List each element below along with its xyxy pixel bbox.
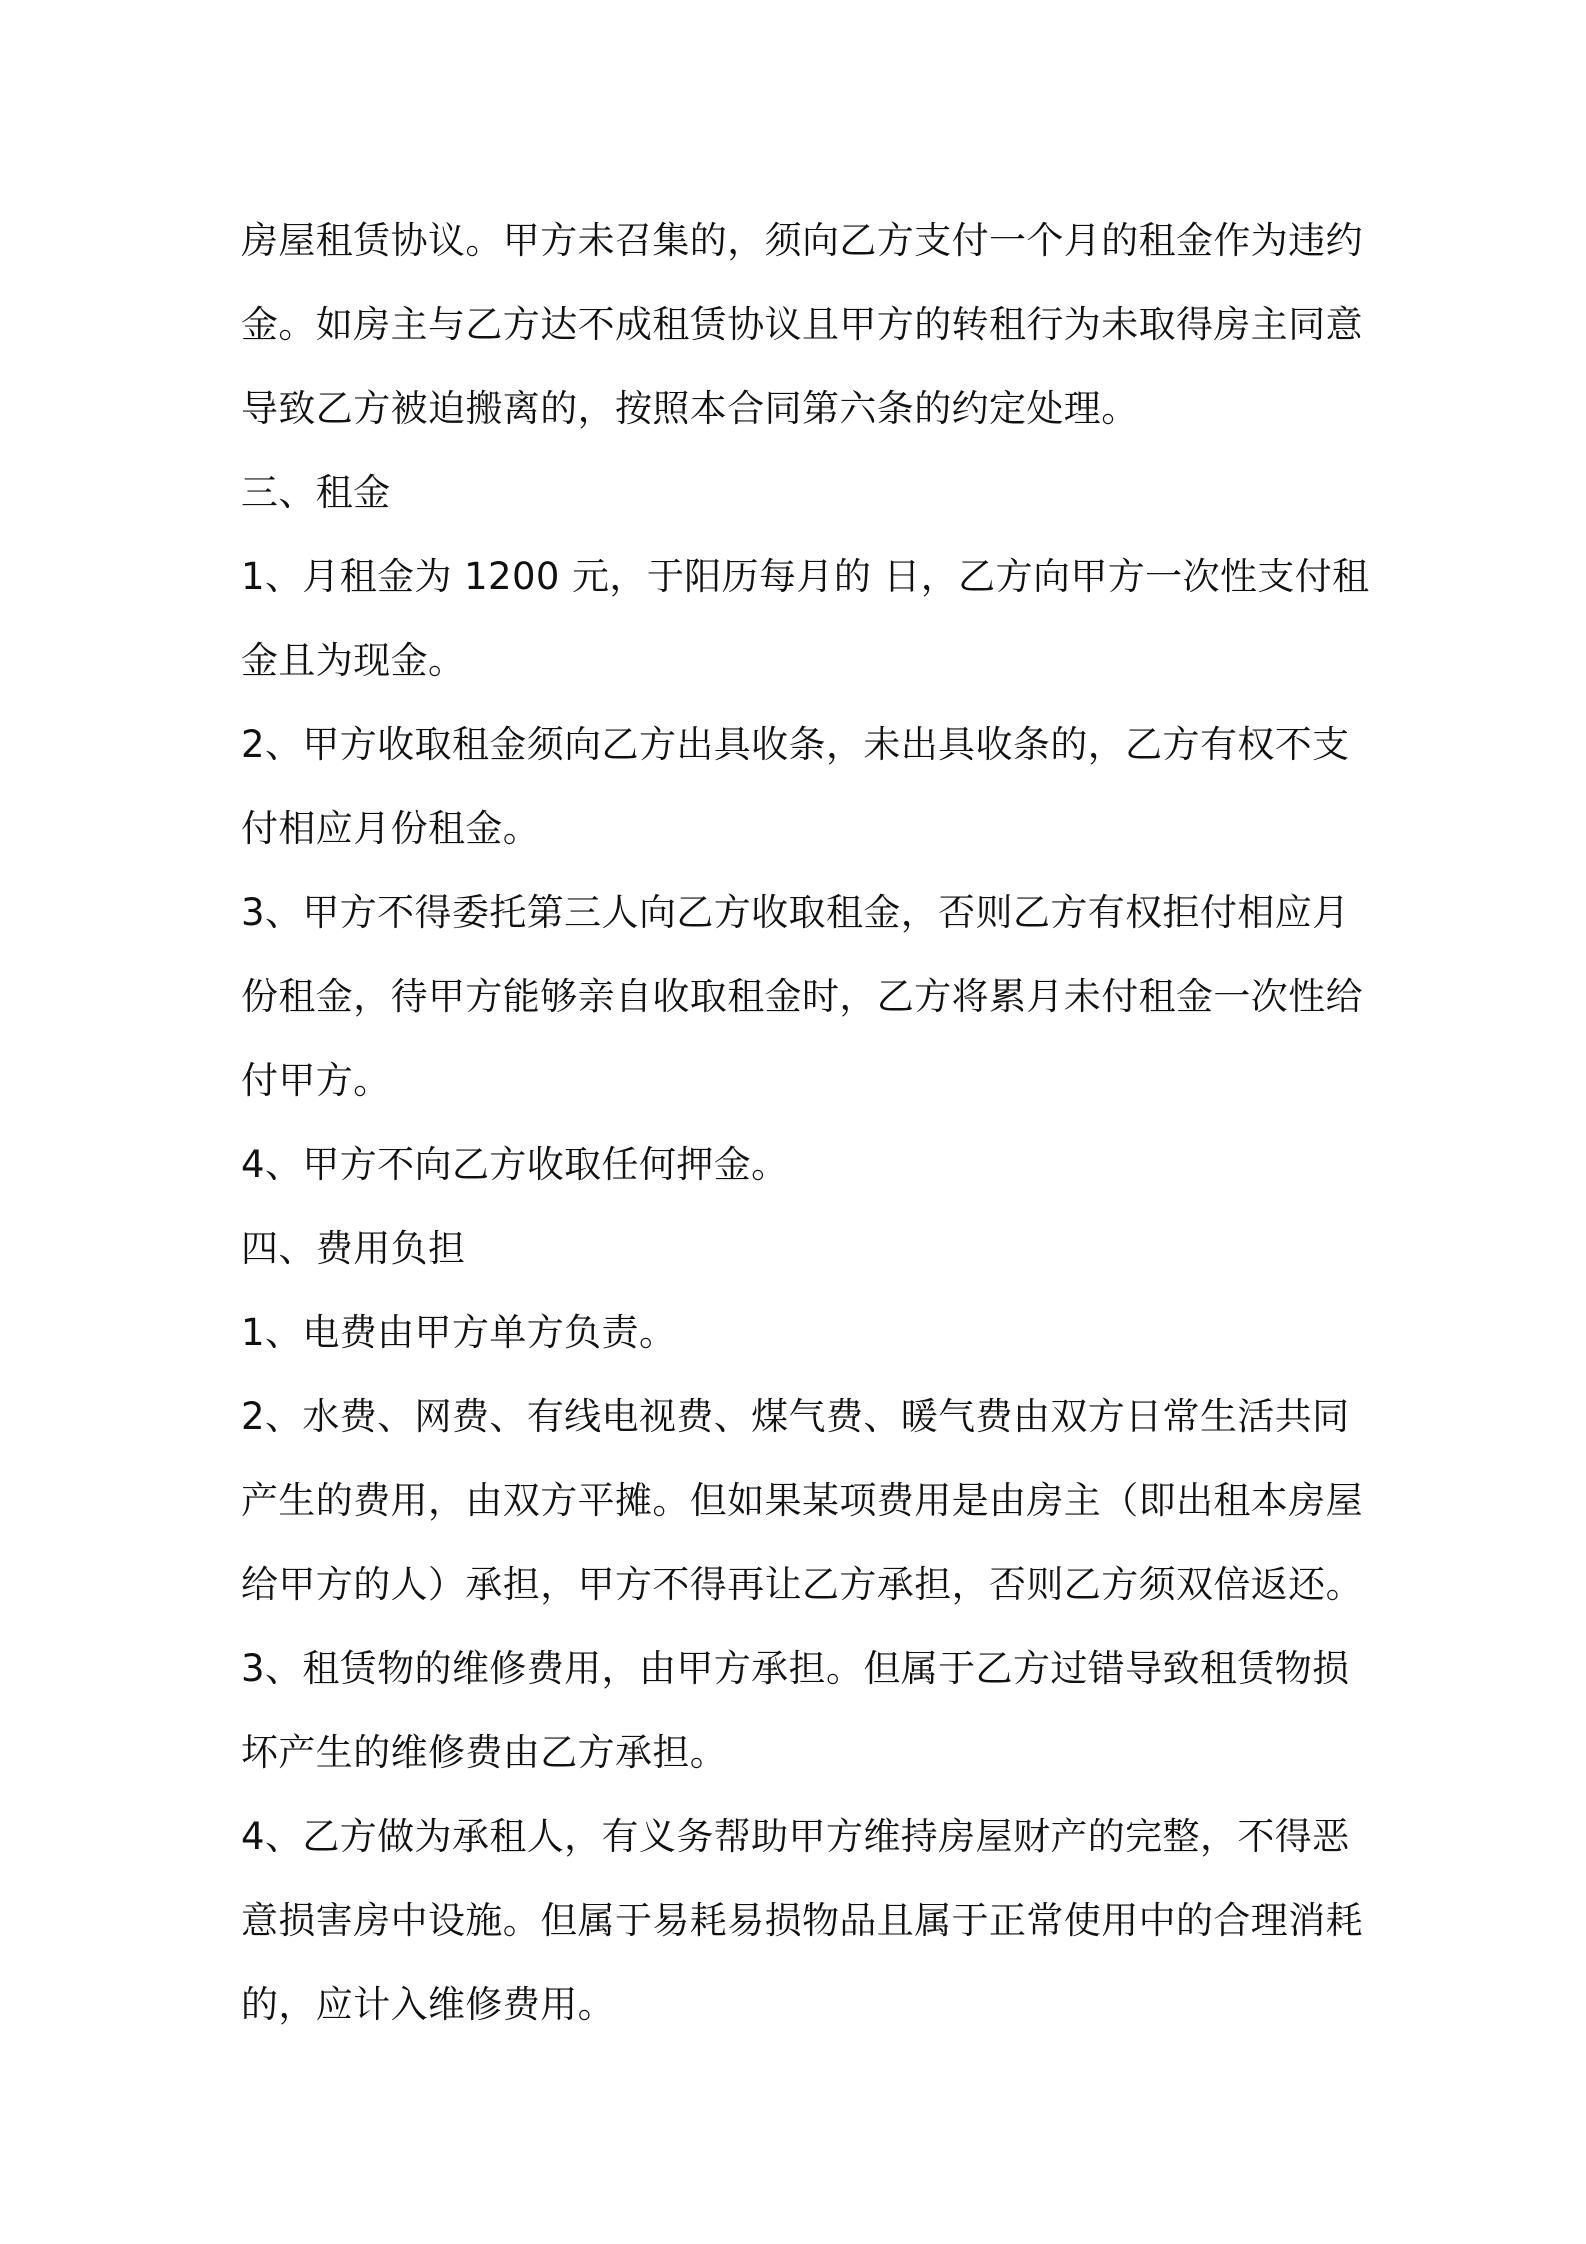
text-line: 4、乙方做为承租人，有义务帮助甲方维持房屋财产的完整，不得恶 bbox=[241, 1815, 1350, 1858]
text-line: 导致乙方被迫搬离的，按照本合同第六条的约定处理。 bbox=[241, 387, 1139, 430]
text-line: 坏产生的维修费由乙方承担。 bbox=[241, 1731, 728, 1774]
text-line: 给甲方的人）承担，甲方不得再让乙方承担，否则乙方须双倍返还。 bbox=[241, 1563, 1363, 1606]
text-line: 的，应计入维修费用。 bbox=[241, 1983, 615, 2026]
text-line: 3、租赁物的维修费用，由甲方承担。但属于乙方过错导致租赁物损 bbox=[241, 1647, 1350, 1690]
text-line: 房屋租赁协议。甲方未召集的，须向乙方支付一个月的租金作为违约 bbox=[241, 219, 1363, 262]
text-line: 3、甲方不得委托第三人向乙方收取租金，否则乙方有权拒付相应月 bbox=[241, 891, 1350, 934]
section-heading: 四、费用负担 bbox=[241, 1227, 466, 1270]
text-line: 4、甲方不向乙方收取任何押金。 bbox=[241, 1143, 789, 1186]
text-line: 意损害房中设施。但属于易耗易损物品且属于正常使用中的合理消耗 bbox=[241, 1899, 1363, 1942]
text-line: 付甲方。 bbox=[241, 1059, 391, 1102]
text-line: 2、甲方收取租金须向乙方出具收条，未出具收条的，乙方有权不支 bbox=[241, 723, 1350, 766]
text-line: 金。如房主与乙方达不成租赁协议且甲方的转租行为未取得房主同意 bbox=[241, 303, 1363, 346]
text-line: 付相应月份租金。 bbox=[241, 807, 541, 850]
text-line: 金且为现金。 bbox=[241, 639, 466, 682]
text-line: 1、电费由甲方单方负责。 bbox=[241, 1311, 677, 1354]
text-line: 产生的费用，由双方平摊。但如果某项费用是由房主（即出租本房屋 bbox=[241, 1479, 1363, 1522]
text-line: 2、水费、网费、有线电视费、煤气费、暖气费由双方日常生活共同 bbox=[241, 1395, 1350, 1438]
text-line: 份租金，待甲方能够亲自收取租金时，乙方将累月未付租金一次性给 bbox=[241, 975, 1363, 1018]
section-heading: 三、租金 bbox=[241, 471, 391, 514]
document-body bbox=[241, 199, 1370, 2047]
text-line: 1、月租金为 1200 元，于阳历每月的 日，乙方向甲方一次性支付租 bbox=[241, 555, 1370, 598]
